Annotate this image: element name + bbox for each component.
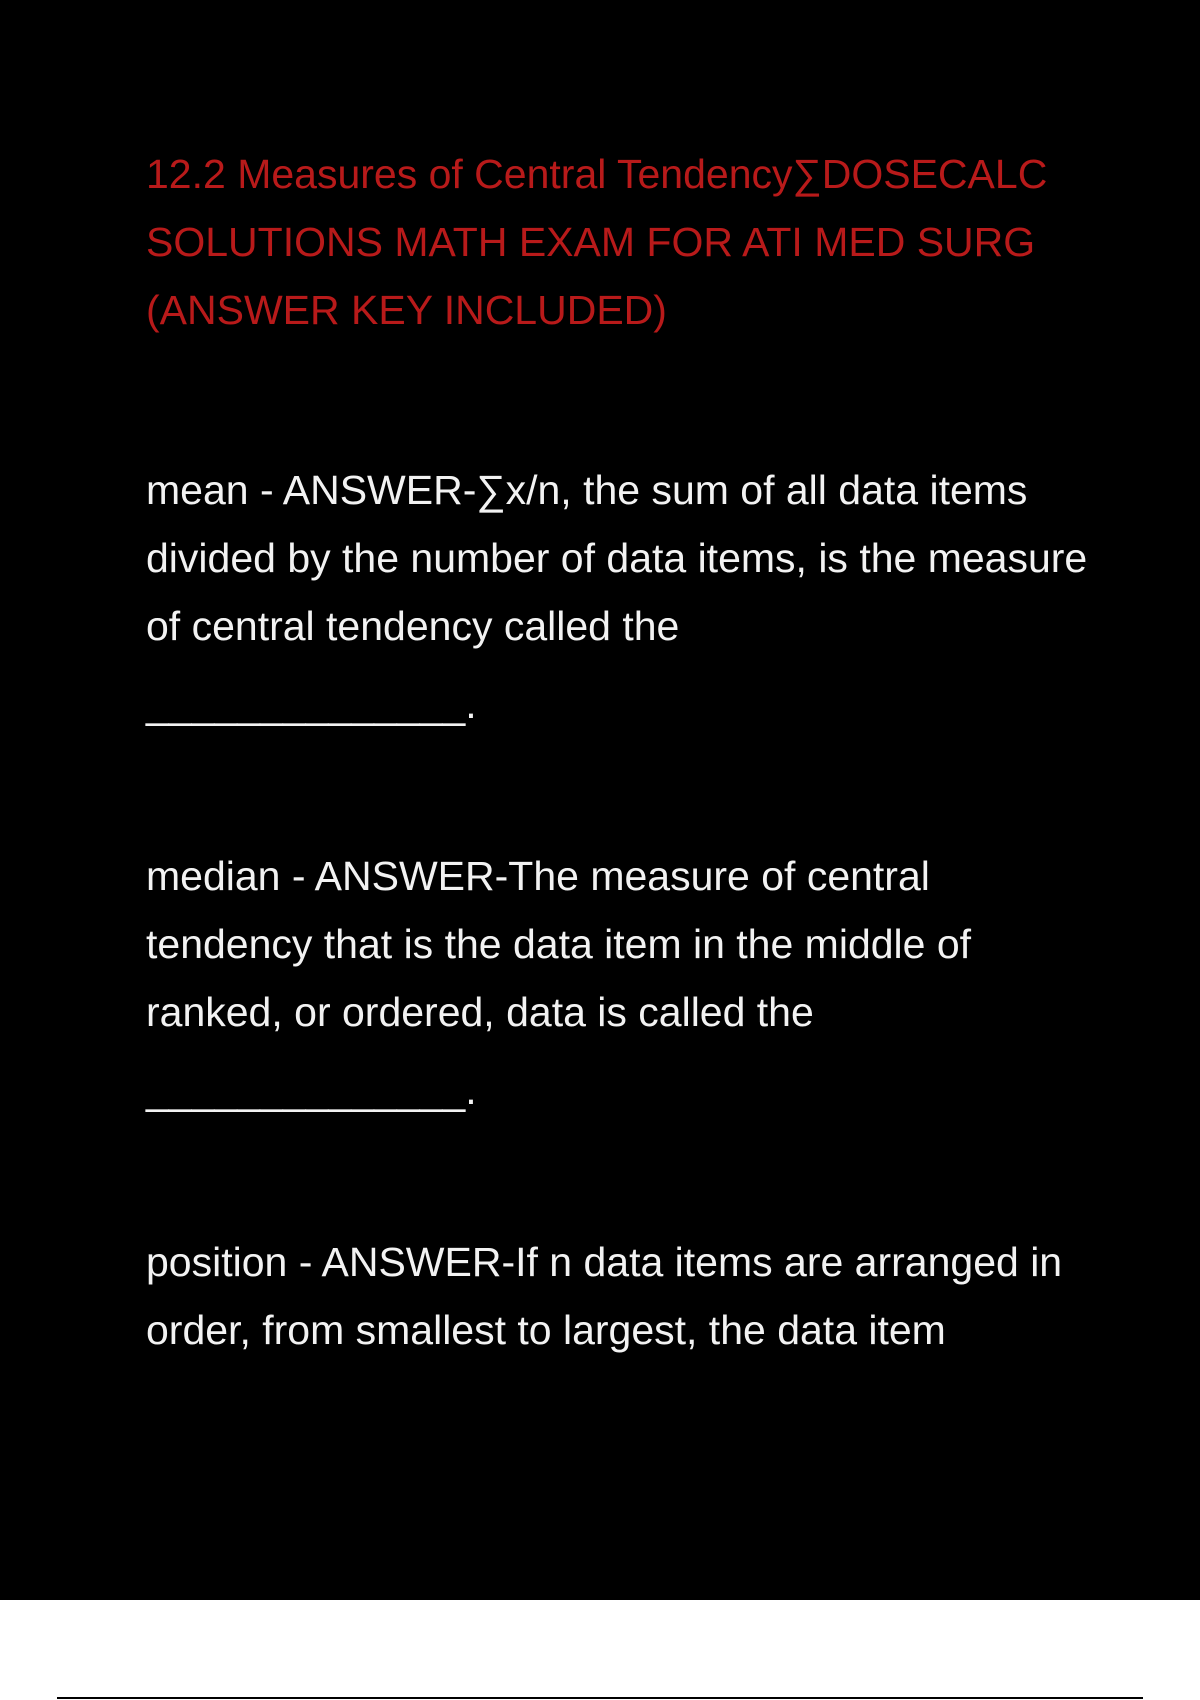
term-label: position (146, 1239, 288, 1285)
term-label: median (146, 853, 281, 899)
page-content (146, 140, 1106, 1364)
answer-text: ∑x/n, the sum of all data items divided by the number of data items, is the measure of central tendency called the (146, 467, 1099, 649)
answer-separator: - ANSWER- (287, 1239, 516, 1285)
answer-separator: - ANSWER- (248, 467, 477, 513)
document-title: 12.2 Measures of Central Tendency∑DOSECALC SOLUTIONS MATH EXAM FOR ATI MED SURG (ANSWER KEY INCLUDED) (146, 151, 1059, 333)
fill-in-blank: ______________. (146, 1067, 477, 1113)
answer-separator: - ANSWER- (280, 853, 509, 899)
fill-in-blank: ______________. (146, 681, 477, 727)
answer-text: The measure of central tendency that is the data item in the middle of ranked, or ordered, data is called the (146, 853, 983, 1035)
footer-divider (57, 1697, 1143, 1699)
flashcard-median (146, 842, 1106, 1124)
answer-text: If n data items are arranged in order, from smallest to largest, the data item (146, 1239, 1074, 1353)
term-label: mean (146, 467, 249, 513)
flashcard-position (146, 1228, 1106, 1364)
flashcard-mean (146, 456, 1106, 738)
